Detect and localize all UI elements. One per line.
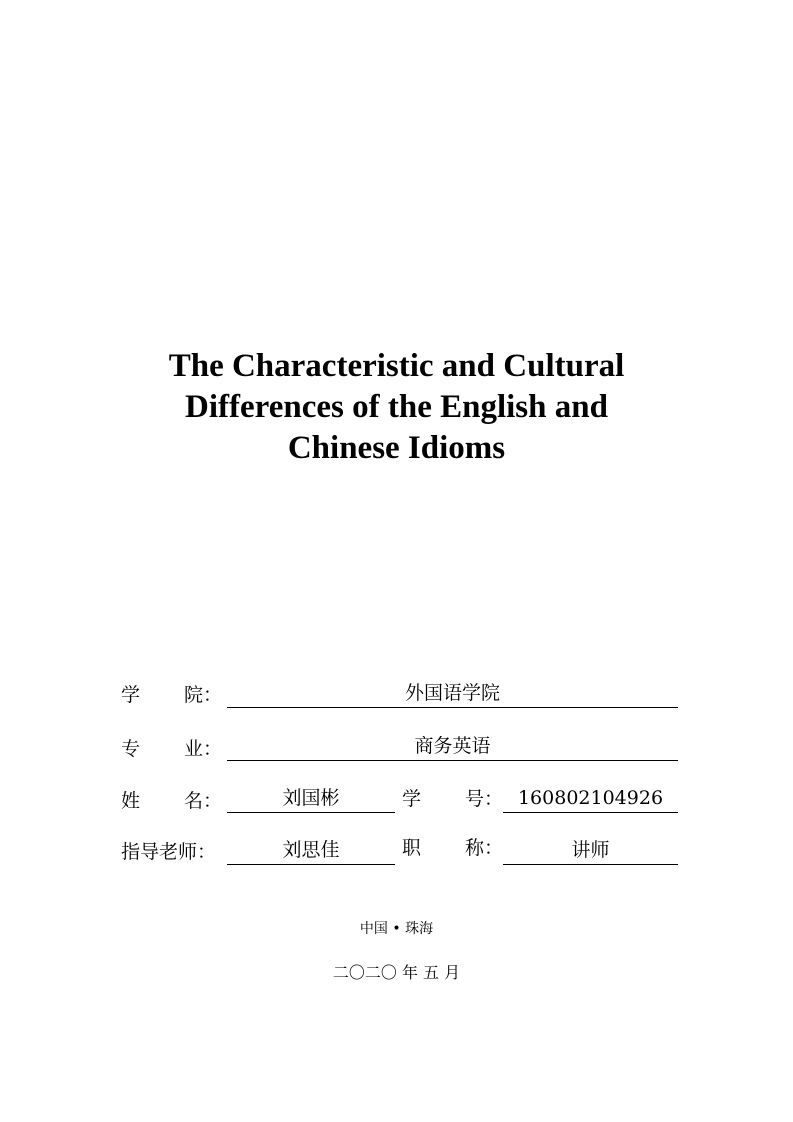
- major-label: 专 业：: [121, 738, 223, 760]
- thesis-title-line-2: Differences of the English and: [185, 389, 608, 425]
- professional-title-label: 职 称：: [402, 837, 504, 859]
- name-value: 刘国彬: [227, 786, 395, 813]
- professional-title-value: 讲师: [503, 838, 678, 865]
- thesis-title: [0, 346, 793, 469]
- thesis-title-line-1: The Characteristic and Cultural: [168, 348, 625, 384]
- advisor-value: 刘思佳: [227, 838, 395, 865]
- advisor-label: 指导老师：: [121, 841, 217, 863]
- college-label: 学 院：: [121, 684, 223, 706]
- college-value: 外国语学院: [227, 681, 678, 708]
- major-value: 商务英语: [227, 734, 678, 761]
- date-line: 二〇二〇 年 五 月: [332, 963, 461, 982]
- student-id-value: 160802104926: [503, 786, 678, 813]
- thesis-title-line-3: Chinese Idioms: [287, 430, 506, 466]
- student-id-label: 学 号：: [402, 788, 504, 810]
- location-line: 中国 • 珠海: [359, 921, 434, 937]
- name-label: 姓 名：: [121, 790, 223, 812]
